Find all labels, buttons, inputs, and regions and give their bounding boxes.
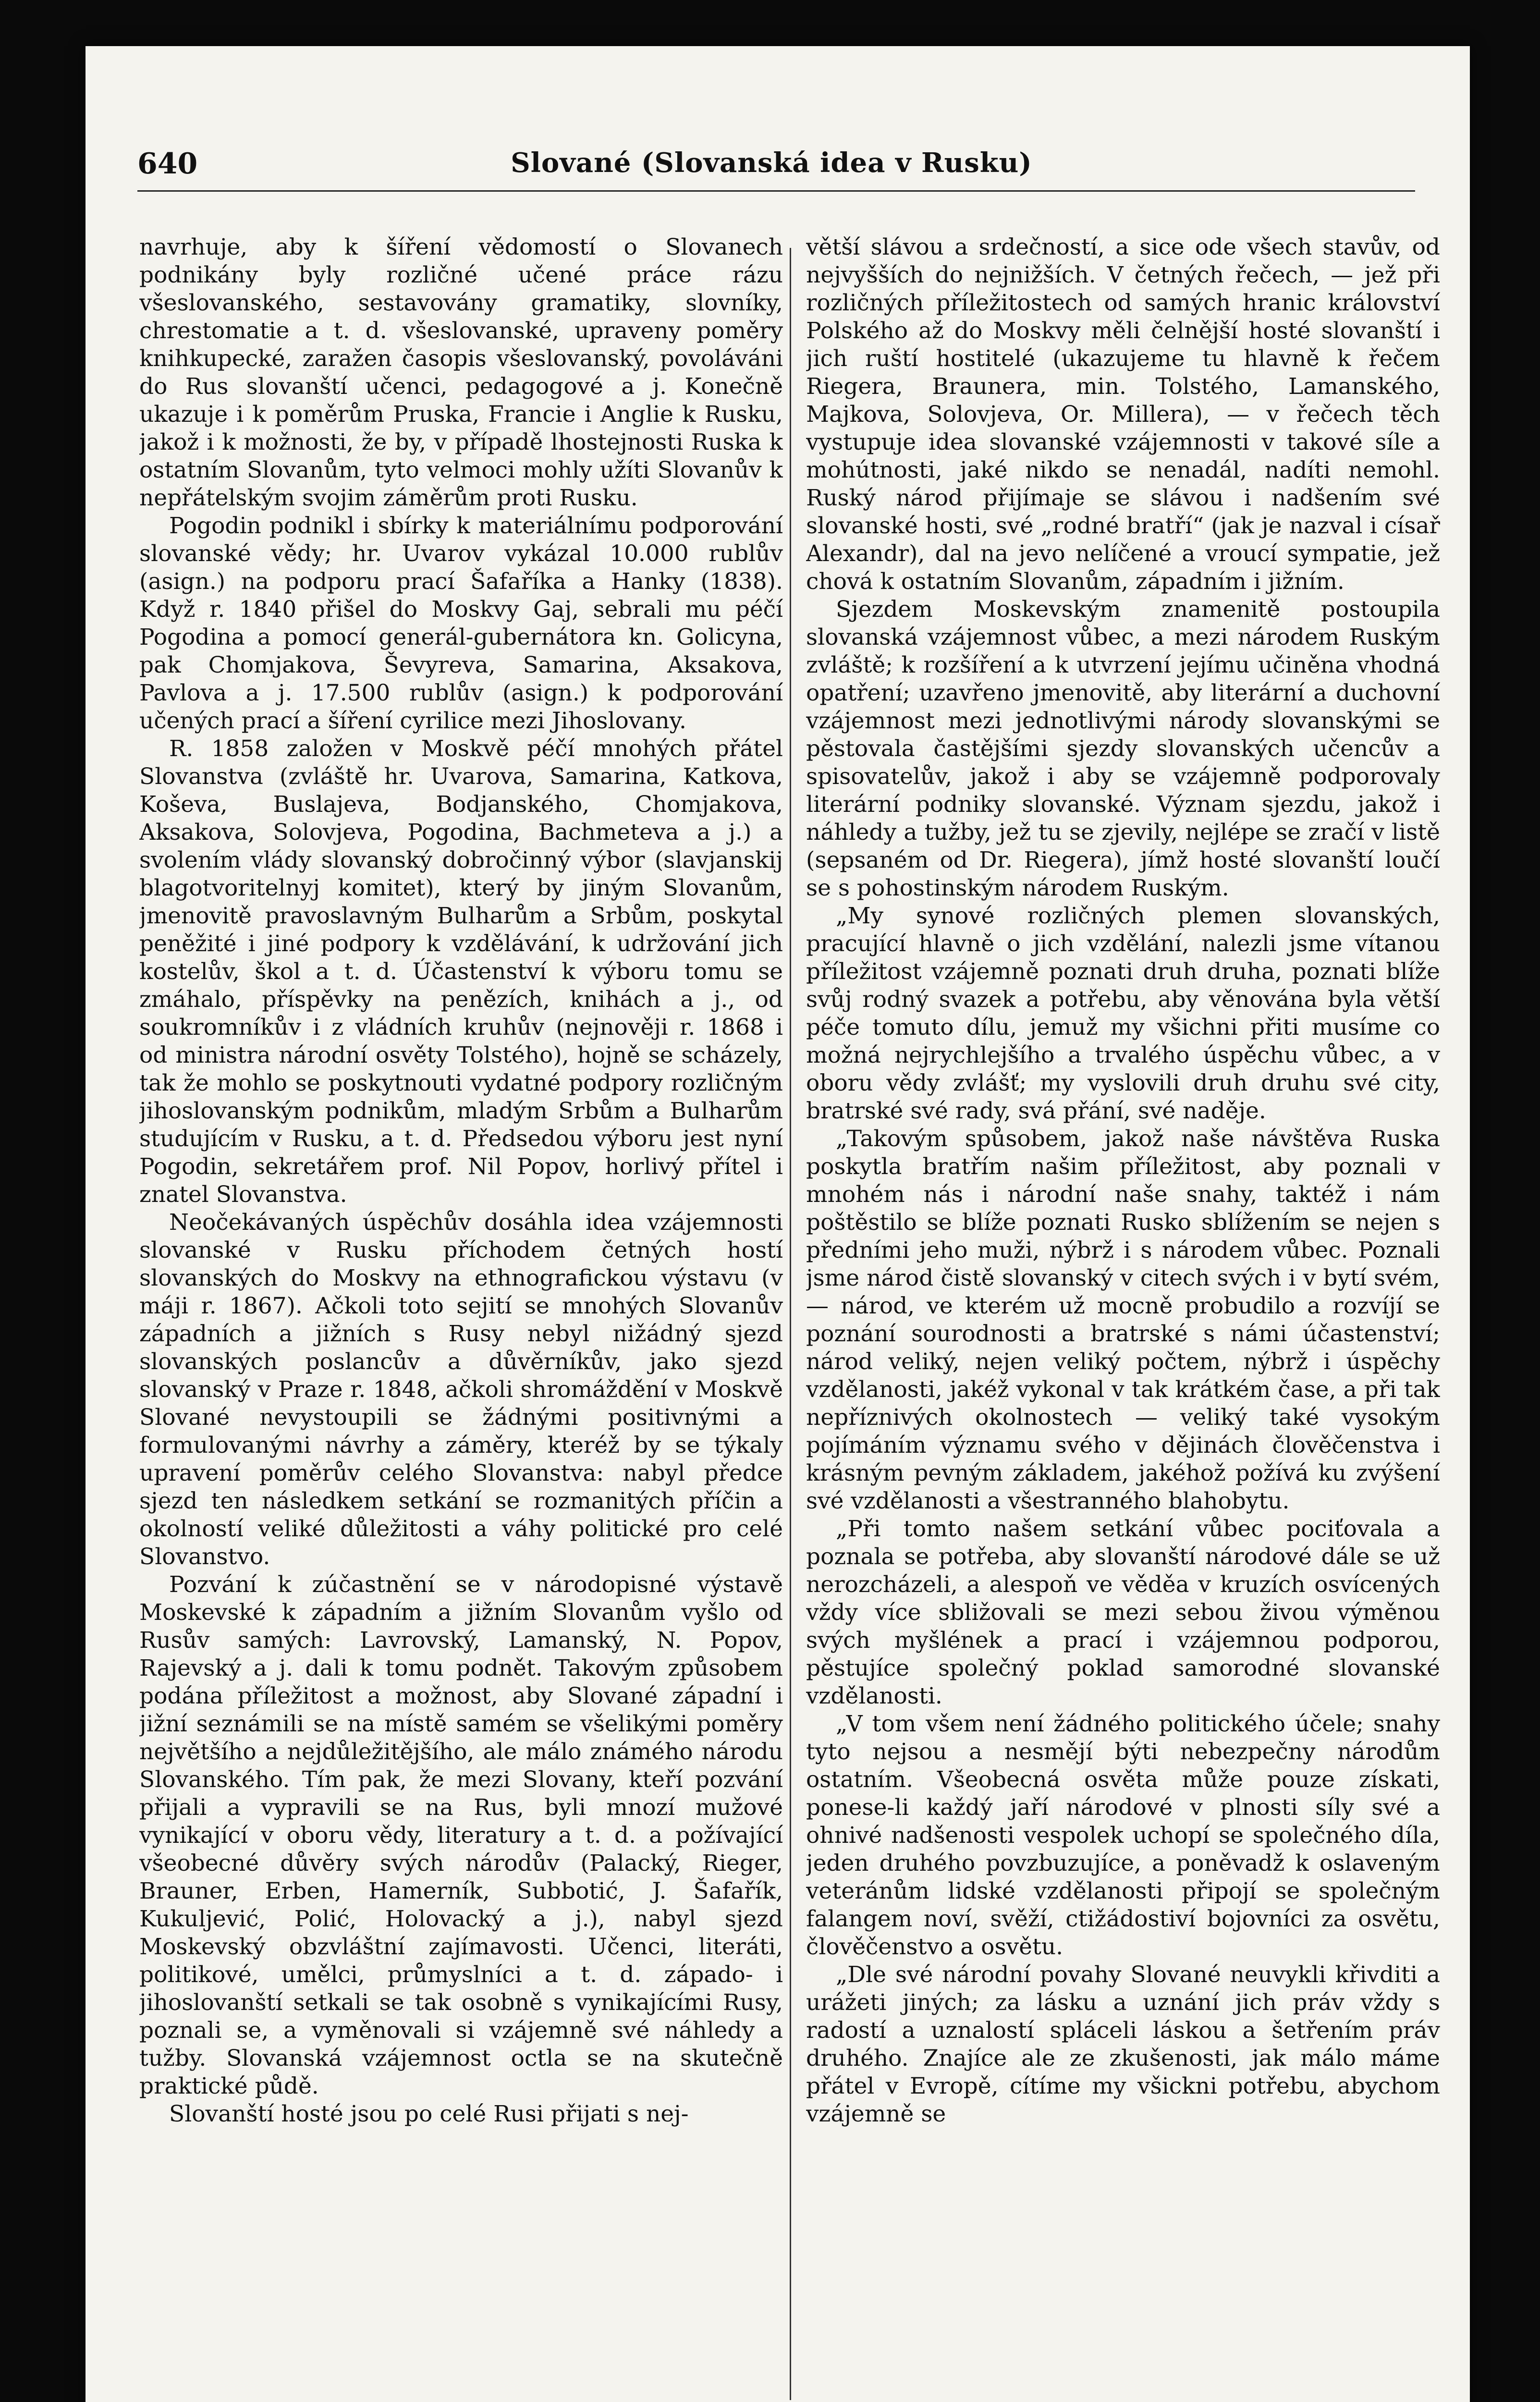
paragraph: Pogodin podnikl i sbírky k materiálnímu podporování slovanské vědy; hr. Uvarov vykázal 10.000 rublův (asign.) na podporu prací Šafaříka a Hanky (1838). Když r. 1840 přišel do Moskvy Gaj, sebrali mu péčí Pogodina a pomocí generál-gubernátora kn. Golicyna, pak Chomjakova, Ševyreva, Samarina, Aksakova, Pavlova a j. 17.500 rublův (asign.) k podporování učených prací a šíření cyrilice mezi Jihoslovany. (139, 513, 783, 734)
left-column (139, 233, 783, 2402)
right-column (806, 233, 1440, 2402)
paragraph: „Takovým spůsobem, jakož naše návštěva Ruska poskytla bratřím našim příležitost, aby poznali v mnohém nás i národní naše snahy, taktéž i nám poštěstilo se blíže poznati Rusko sblížením se nejen s předními jeho muži, nýbrž i s národem vůbec. Poznali jsme národ čistě slovanský v citech svých i v bytí svém, — národ, ve kterém už mocně probudilo a rozvíjí se poznání sourodnosti a bratrské s námi účastenství; národ veliký, nejen veliký počtem, nýbrž i úspěchy vzdělanosti, jakéž vykonal v tak krátkém čase, a při tak nepříznivých okolnostech — veliký také vysokým pojímáním významu svého v dějinách člověčenstva i krásným pevným základem, jakéhož požívá ku zvýšení své vzdělanosti a všestranného blahobytu. (806, 1126, 1440, 1514)
paragraph: větší slávou a srdečností, a sice ode všech stavův, od nejvyšších do nejnižších. V četných řečech, — jež při rozličných příležitostech od samých hranic království Polského až do Moskvy měli čelnější hosté slovanští i jich ruští hostitelé (ukazujeme tu hlavně k řečem Riegera, Braunera, min. Tolstého, Lamanského, Majkova, Solovjeva, Or. Millera), — v řečech těch vystupuje idea slovanské vzájemnosti v takové síle a mohútnosti, jaké nikdo se nenadál, nadíti nemohl. Ruský národ přijímaje se slávou i nadšením své slovanské hosti, své „rodné bratří“ (jak je nazval i císař Alexandr), dal na jevo nelíčené a vroucí sympatie, jež chová k ostatním Slovanům, západním i jižním. (806, 234, 1440, 595)
header-rule (137, 190, 1415, 192)
paragraph: R. 1858 založen v Moskvě péčí mnohých přátel Slovanstva (zvláště hr. Uvarova, Samarina, Katkova, Koševa, Buslajeva, Bodjanského, Chomjakova, Aksakova, Solovjeva, Pogodina, Bachmeteva a j.) a svolením vlády slovanský dobročinný výbor (slavjanskij blagotvoritelnyj komitet), který by jiným Slovanům, jmenovitě pravoslavným Bulharům a Srbům, poskytal peněžité i jiné podpory k vzdělávání, k udržování jich kostelův, škol a t. d. Účastenství k výboru tomu se zmáhalo, příspěvky na penězích, knihách a j., od soukromníkův i z vládních kruhův (nejnověji r. 1868 i od ministra národní osvěty Tolstého), hojně se scházely, tak že mohlo se poskytnouti vydatné podpory rozličným jihoslovanským podnikům, mladým Srbům a Bulharům studujícím v Rusku, a t. d. Předsedou výboru jest nyní Pogodin, sekretářem prof. Nil Popov, horlivý přítel i znatel Slovanstva. (139, 735, 783, 1208)
book-page (86, 46, 1470, 2402)
page-header (137, 147, 1406, 190)
paragraph: Sjezdem Moskevským znamenitě postoupila slovanská vzájemnost vůbec, a mezi národem Ruským zvláště; k rozšíření a k utvrzení jejímu učiněna vhodná opatření; uzavřeno jmenovitě, aby literární a duchovní vzájemnost mezi jednotlivými národy slovanskými se pěstovala častějšími sjezdy slovanských učencův a spisovatelův, jakož i aby se vzájemně podporovaly literární podniky slovanské. Význam sjezdu, jakož i náhledy a tužby, jež tu se zjevily, nejlépe se zračí v listě (sepsaném od Dr. Riegera), jímž hosté slovanští loučí se s pohostinským národem Ruským. (806, 596, 1440, 901)
running-head: Slované (Slovanská idea v Rusku) (511, 147, 1032, 179)
paragraph: „V tom všem není žádného politického účele; snahy tyto nejsou a nesmějí býti nebezpečny národům ostatním. Všeobecná osvěta může pouze získati, ponese-li každý jaří národové v plnosti síly své a ohnivé nadšenosti vespolek uchopí se společného díla, jeden druhého povzbuzujíce, a poněvadž k oslaveným veteránům lidské vzdělanosti připojí se společným falangem noví, svěží, ctižádostiví bojovníci za osvětu, člověčenstvo a osvětu. (806, 1711, 1440, 1960)
paragraph: Neočekávaných úspěchův dosáhla idea vzájemnosti slovanské v Rusku příchodem četných hostí slovanských do Moskvy na ethnografickou výstavu (v máji r. 1867). Ačkoli toto sejití se mnohých Slovanův západních a jižních s Rusy nebyl nižádný sjezd slovanských poslancův a důvěrníkův, jako sjezd slovanský v Praze r. 1848, ačkoli shromáždění v Moskvě Slované nevystoupili se žádnými positivnými a formulovanými návrhy a záměry, kteréž by se týkaly upravení poměrův celého Slovanstva: nabyl předce sjezd ten následkem setkání se rozmanitých příčin a okolností veliké důležitosti a váhy politické pro celé Slovanstvo. (139, 1209, 783, 1570)
paragraph: Slovanští hosté jsou po celé Rusi přijati s nej- (169, 2101, 689, 2127)
paragraph: navrhuje, aby k šíření vědomostí o Slovanech podnikány byly rozličné učené práce rázu všeslovanského, sestavovány gramatiky, slovníky, chrestomatie a t. d. všeslovanské, upraveny poměry knihkupecké, zaražen časopis všeslovanský, povoláváni do Rus slovanští učenci, pedagogové a j. Konečně ukazuje i k poměrům Pruska, Francie i Anglie k Rusku, jakož i k možnosti, že by, v případě lhostejnosti Ruska k ostatním Slovanům, tyto velmoci mohly užíti Slovanův k nepřátelským svojim záměrům proti Rusku. (139, 234, 783, 511)
paragraph: Pozvání k zúčastnění se v národopisné výstavě Moskevské k západním a jižním Slovanům vyšlo od Rusův samých: Lavrovský, Lamanský, N. Popov, Rajevský a j. dali k tomu podnět. Takovým způsobem podána příležitost a možnost, aby Slované západní i jižní seznámili se na místě samém se všelikými poměry největšího a nejdůležitějšího, ale málo známého národu Slovanského. Tím pak, že mezi Slovany, kteří pozvání přijali a vypravili se na Rus, byli mnozí mužové vynikající v oboru vědy, literatury a t. d. a požívající všeobecné důvěry svých národův (Palacký, Rieger, Brauner, Erben, Hamerník, Subbotić, J. Šafařík, Kukuljević, Polić, Holovacký a j.), nabyl sjezd Moskevský obzvláštní zajímavosti. Učenci, literáti, politikové, umělci, průmyslníci a t. d. západo- i jihoslovanští setkali se tak osobně s vynikajícími Rusy, poznali se, a vyměnovali si vzájemně své náhledy a tužby. Slovanská vzájemnost octla se na skutečně praktické půdě. (139, 1571, 783, 2099)
column-divider (790, 248, 791, 2400)
paragraph: „Při tomto našem setkání vůbec pociťovala a poznala se potřeba, aby slovanští národové dále se už nerozcházeli, a alespoň ve věděa v kruzích osvícených vždy více sbližovali se mezi sebou živou výměnou svých myšlének a prací i vzájemnou podporou, pěstujíce společný poklad samorodné slovanské vzdělanosti. (806, 1516, 1440, 1709)
paragraph: „My synové rozličných plemen slovanských, pracující hlavně o jich vzdělání, nalezli jsme vítanou příležitost vzájemně poznati druh druha, poznati blíže svůj rodný svazek a potřebu, aby věnována byla větší péče tomuto dílu, jemuž my všichni přiti musíme co možná nejrychlejšího a trvalého úspěchu vůbec, a v oboru vědy zvlášť; my vyslovili druh druhu své city, bratrské své rady, svá přání, své naděje. (806, 903, 1440, 1124)
paragraph: „Dle své národní povahy Slované neuvykli křivditi a urážeti jiných; za lásku a uznání jich práv vždy s radostí a uznalostí spláceli láskou a šetřením práv druhého. Znajíce ale ze zkušenosti, jak málo máme přátel v Evropě, cítíme my všickni potřebu, abychom vzájemně se (806, 1961, 1440, 2127)
page-number: 640 (137, 147, 198, 181)
